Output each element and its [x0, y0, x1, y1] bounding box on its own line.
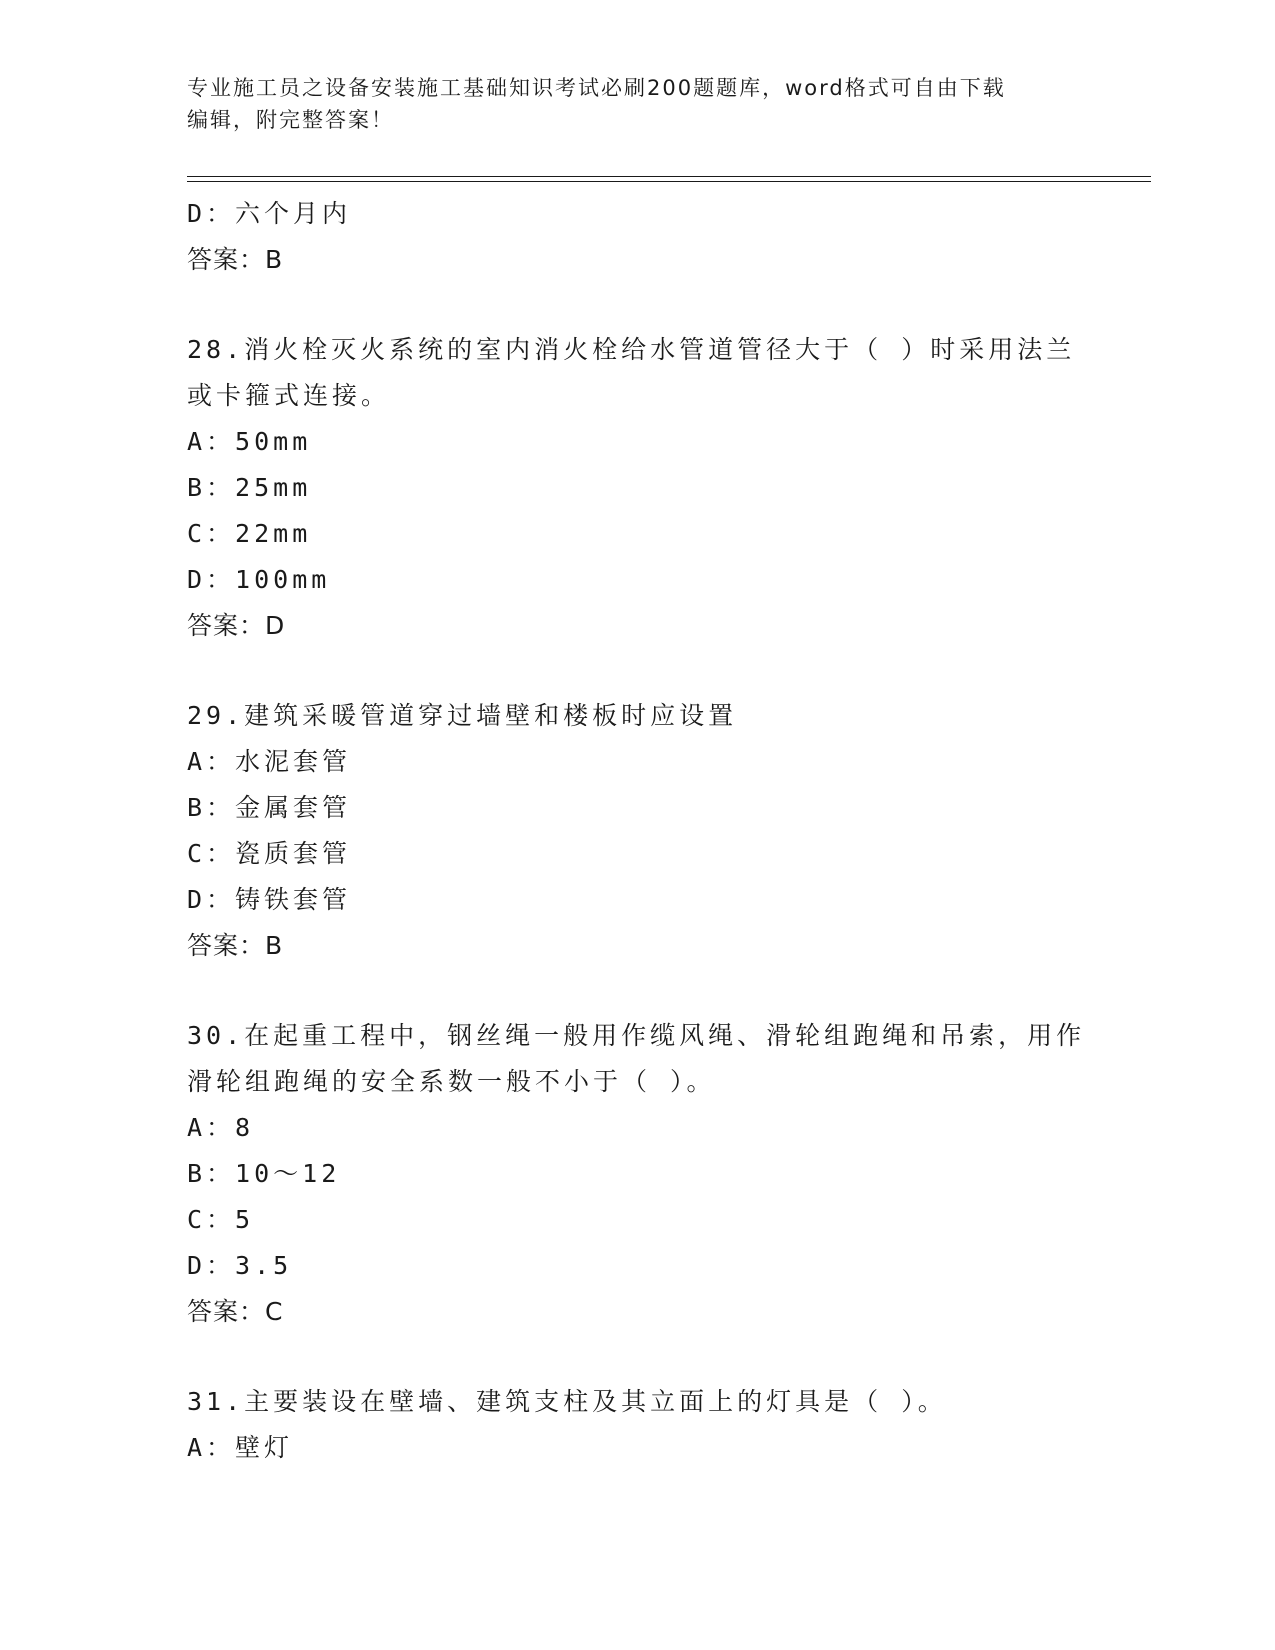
- answer-line: 答案：D: [187, 611, 286, 640]
- option-a: A：8: [187, 1113, 255, 1142]
- option-a: A：50mm: [187, 427, 312, 456]
- option-d: D：六个月内: [187, 199, 352, 228]
- question-30: [187, 1013, 1087, 1335]
- question-list: [187, 191, 1087, 1471]
- answer-line: 答案：C: [187, 1297, 284, 1326]
- header-divider-bottom: [187, 181, 1151, 182]
- option-a: A：壁灯: [187, 1433, 294, 1462]
- option-d: D：铸铁套管: [187, 885, 352, 914]
- document-header: [187, 72, 1087, 136]
- header-divider-top: [187, 176, 1151, 177]
- question-31: [187, 1379, 1087, 1471]
- question-stem: 29.建筑采暖管道穿过墙壁和楼板时应设置: [187, 701, 738, 730]
- question-stem: 31.主要装设在壁墙、建筑支柱及其立面上的灯具是（ ）。: [187, 1387, 947, 1416]
- header-line-2: 编辑，附完整答案！: [187, 108, 394, 132]
- option-c: C：22mm: [187, 519, 312, 548]
- option-b: B：金属套管: [187, 793, 352, 822]
- question-29: [187, 693, 1087, 969]
- previous-question-tail: [187, 191, 1087, 283]
- answer-line: 答案：B: [187, 245, 284, 274]
- question-stem: 30.在起重工程中，钢丝绳一般用作缆风绳、滑轮组跑绳和吊索，用作: [187, 1021, 1086, 1050]
- option-a: A：水泥套管: [187, 747, 352, 776]
- option-b: B：10～12: [187, 1159, 341, 1188]
- question-stem-continued: 滑轮组跑绳的安全系数一般不小于（ ）。: [187, 1067, 716, 1096]
- answer-line: 答案：B: [187, 931, 284, 960]
- option-c: C：5: [187, 1205, 255, 1234]
- question-28: [187, 327, 1087, 649]
- header-line-1: 专业施工员之设备安装施工基础知识考试必刷200题题库，word格式可自由下载: [187, 76, 1006, 100]
- option-d: D：3.5: [187, 1251, 293, 1280]
- option-b: B：25mm: [187, 473, 312, 502]
- option-c: C：瓷质套管: [187, 839, 352, 868]
- question-stem: 28.消火栓灭火系统的室内消火栓给水管道管径大于（ ）时采用法兰: [187, 335, 1076, 364]
- question-stem-continued: 或卡箍式连接。: [187, 381, 391, 410]
- option-d: D：100mm: [187, 565, 331, 594]
